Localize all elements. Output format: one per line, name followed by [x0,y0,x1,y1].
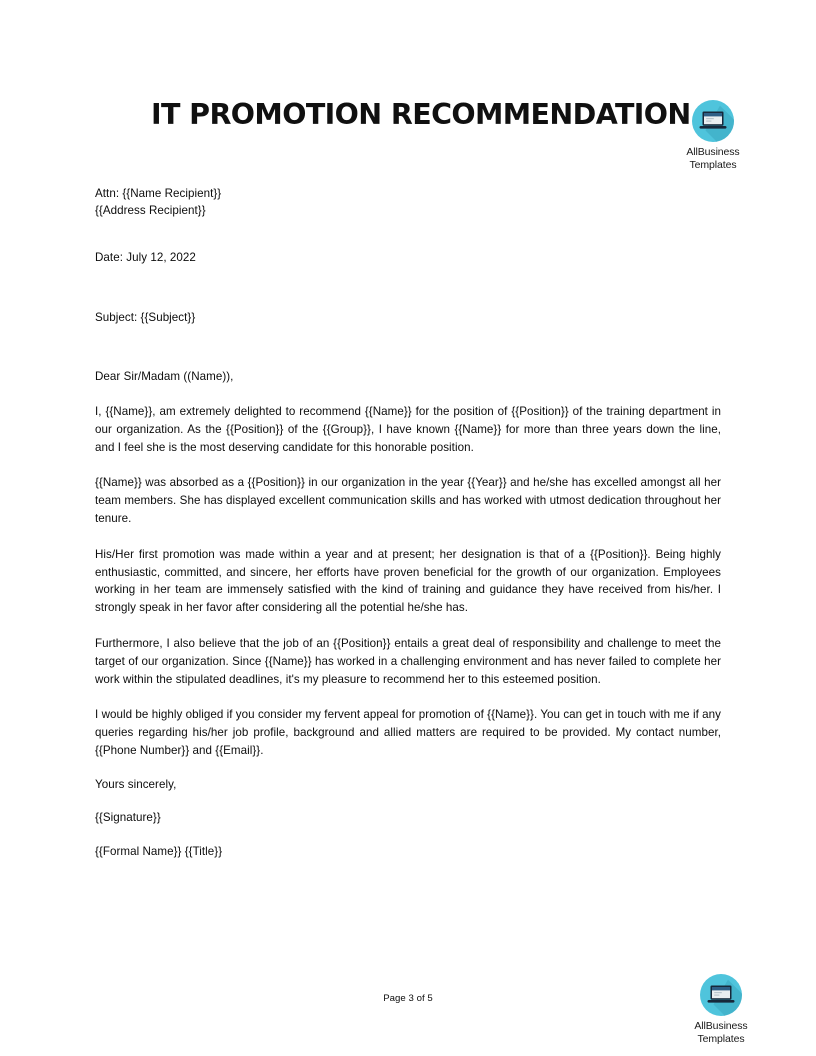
brand-logo-header [675,99,751,171]
spacer [95,362,721,369]
brand-name-line2: Templates [689,158,737,171]
spacer [95,326,721,362]
laptop-icon [699,973,743,1017]
brand-name-line2: Templates [697,1032,745,1045]
subject-line: Subject: {{Subject}} [95,310,196,324]
spacer [95,688,721,706]
page-title: IT PROMOTION RECOMMENDATION [151,98,691,131]
attn-line: Attn: {{Name Recipient}} [95,187,222,200]
spacer [95,219,721,250]
spacer [95,617,721,635]
spacer [95,456,721,474]
spacer [95,760,721,777]
body-paragraph-2: {{Name}} was absorbed as a {{Position}} in our organization in the year {{Year}} and he/she has excelled amongst all her team members. She has displayed excellent communication skills and has worked with utmost dedication throughout her tenure. [95,476,721,525]
signature-placeholder: {{Signature}} [95,811,161,825]
laptop-icon [691,99,735,143]
spacer [95,827,721,844]
spacer [95,267,721,303]
signer-name-title: {{Formal Name}} {{Title}} [95,844,223,858]
spacer [95,793,721,810]
closing-line: Yours sincerely, [95,777,177,791]
body-paragraph-5: I would be highly obliged if you consider my fervent appeal for promotion of {{Name}}. You can get in touch with me if any queries regarding his/her job profile, background and allied matters are required to be provided. My contact number, {{Phone Number}} and {{Email}}. [95,708,721,757]
spacer [95,528,721,546]
body-paragraph-1: I, {{Name}}, am extremely delighted to recommend {{Name}} for the position of {{Position}} of the training department in our organization. As the {{Position}} of the {{Group}}, I have known {{Name}} for more than three years down the line, and I feel she is the most deserving candidate for this honorable position. [95,404,721,454]
date-line: Date: July 12, 2022 [95,251,196,265]
document-header [95,96,721,168]
page-number: Page 3 of 5 [383,993,433,1004]
body-paragraph-3: His/Her first promotion was made within a year and at present; her designation is that of a {{Position}}. Being highly enthusiastic, committed, and sincere, her efforts have proven beneficial for the growth of our organization. Employees working in her team are immensely satisfied with the kind of training and guidance they have received from his/her. I strongly speak in her favor after considering all the potential he/she has. [95,547,721,615]
document-body [95,186,721,861]
brand-logo-footer [683,973,759,1045]
address-line: {{Address Recipient}} [95,203,206,217]
body-paragraph-4: Furthermore, I also believe that the job of an {{Position}} entails a great deal of responsibility and challenge to meet the target of our organization. Since {{Name}} has worked in a challenging environment and has never failed to complete her work within the stipulated deadlines, it's my pleasure to recommend her to this esteemed position. [95,636,721,686]
spacer [95,386,721,403]
salutation-line: Dear Sir/Madam ((Name)), [95,370,234,384]
brand-name-line1: AllBusiness [694,1020,748,1032]
spacer [95,303,721,310]
brand-name-line1: AllBusiness [686,146,740,158]
